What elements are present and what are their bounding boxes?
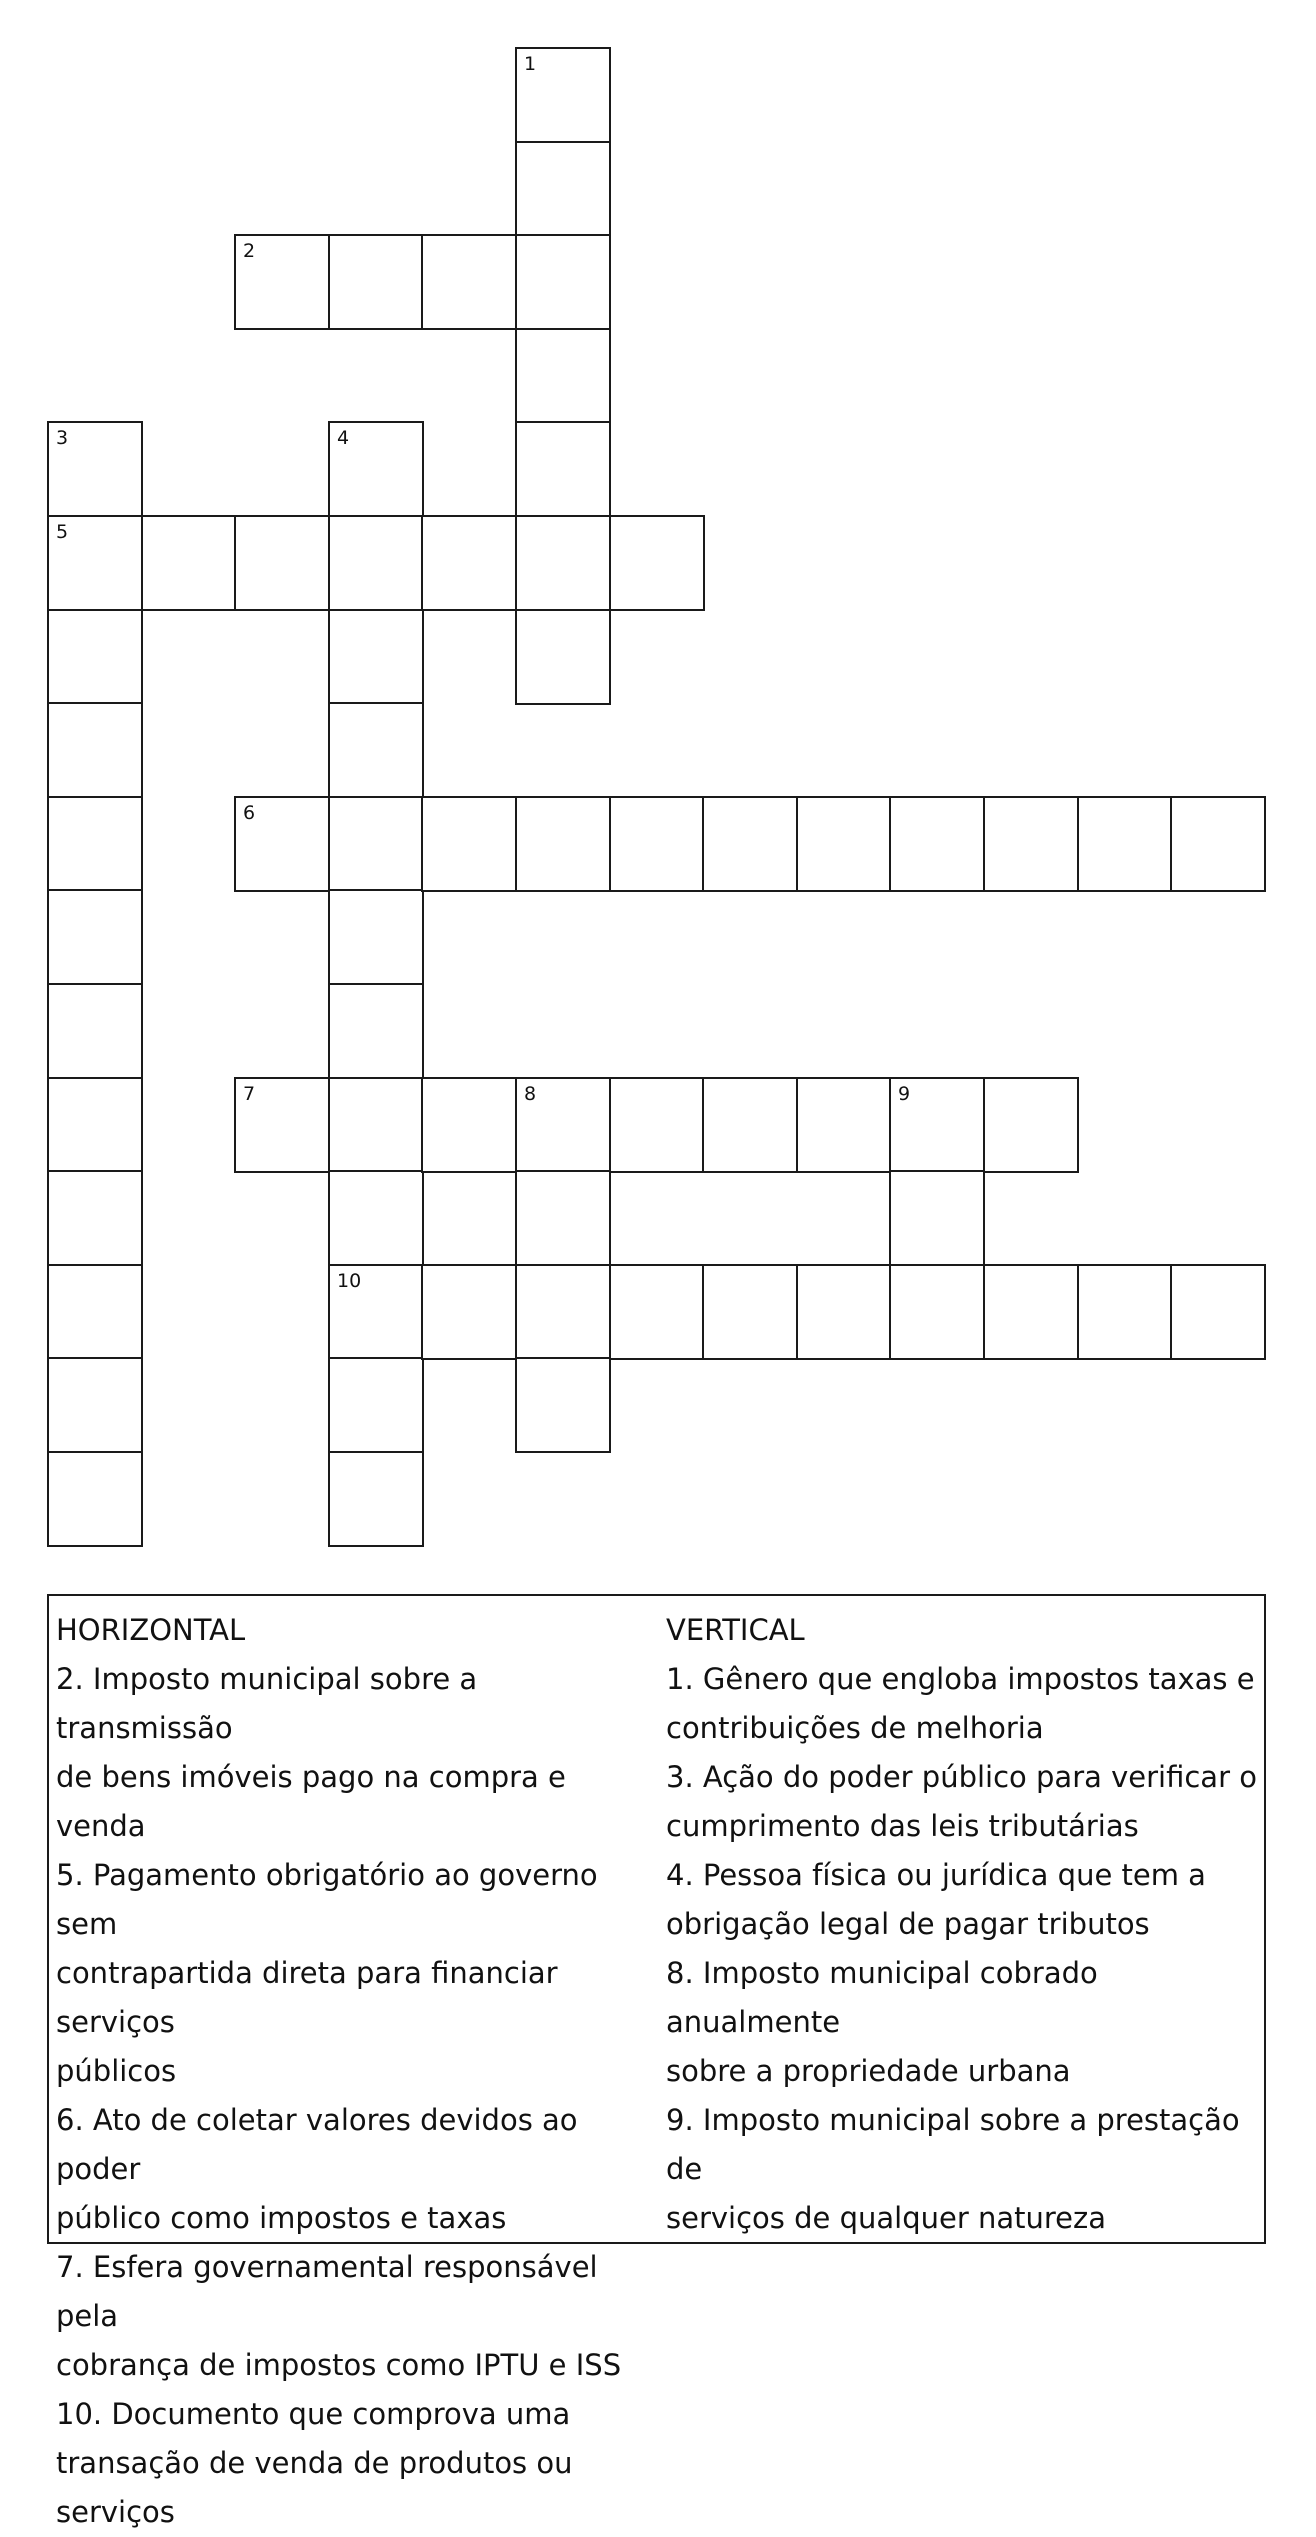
clue-v-8: 8. Imposto municipal cobrado anualmente sobre a propriedade urbana — [666, 1956, 1098, 2088]
grid-cell[interactable] — [47, 1451, 143, 1547]
grid-cell[interactable] — [328, 1451, 424, 1547]
grid-cell[interactable] — [889, 1170, 985, 1266]
grid-cell[interactable] — [421, 515, 517, 611]
grid-cell[interactable] — [328, 1264, 424, 1360]
clue-number: 9 — [898, 1083, 911, 1105]
grid-cell[interactable] — [234, 234, 330, 330]
clue-number: 8 — [524, 1083, 537, 1105]
grid-cell[interactable] — [234, 796, 330, 892]
clue-number: 6 — [243, 802, 256, 824]
clue-v-3: 3. Ação do poder público para verificar o cumprimento das leis tributárias — [666, 1760, 1257, 1843]
grid-cell[interactable] — [515, 1357, 611, 1453]
clue-v-4: 4. Pessoa física ou jurídica que tem a obrigação legal de pagar tributos — [666, 1858, 1206, 1941]
grid-cell[interactable] — [328, 702, 424, 798]
grid-cell[interactable] — [609, 515, 705, 611]
grid-cell[interactable] — [515, 47, 611, 143]
grid-cell[interactable] — [702, 796, 798, 892]
grid-cell[interactable] — [328, 421, 424, 517]
vertical-heading: VERTICAL — [666, 1613, 805, 1647]
grid-cell[interactable] — [889, 1077, 985, 1173]
grid-cell[interactable] — [515, 796, 611, 892]
grid-cell[interactable] — [47, 421, 143, 517]
grid-cell[interactable] — [234, 1077, 330, 1173]
grid-cell[interactable] — [47, 983, 143, 1079]
grid-cell[interactable] — [328, 889, 424, 985]
grid-cell[interactable] — [1170, 1264, 1266, 1360]
grid-cell[interactable] — [796, 1077, 892, 1173]
clue-v-9: 9. Imposto municipal sobre a prestação de serviços de qualquer natureza — [666, 2103, 1240, 2235]
grid-cell[interactable] — [421, 234, 517, 330]
grid-cell[interactable] — [515, 1077, 611, 1173]
grid-cell[interactable] — [1077, 1264, 1173, 1360]
grid-cell[interactable] — [47, 796, 143, 892]
grid-cell[interactable] — [515, 1264, 611, 1360]
grid-cell[interactable] — [609, 1077, 705, 1173]
grid-cell[interactable] — [796, 1264, 892, 1360]
grid-cell[interactable] — [515, 421, 611, 517]
clue-number: 7 — [243, 1083, 256, 1105]
grid-cell[interactable] — [515, 141, 611, 237]
horizontal-clues — [56, 1606, 656, 2537]
grid-cell[interactable] — [47, 515, 143, 611]
clue-h-2: 2. Imposto municipal sobre a transmissão de bens imóveis pago na compra e venda — [56, 1662, 566, 1843]
grid-cell[interactable] — [47, 702, 143, 798]
grid-cell[interactable] — [47, 1264, 143, 1360]
clue-h-6: 6. Ato de coletar valores devidos ao poder público como impostos e taxas — [56, 2103, 578, 2235]
grid-cell[interactable] — [1170, 796, 1266, 892]
grid-cell[interactable] — [889, 796, 985, 892]
grid-cell[interactable] — [702, 1264, 798, 1360]
clue-number: 2 — [243, 240, 256, 262]
clue-number: 5 — [56, 521, 69, 543]
grid-cell[interactable] — [983, 1077, 1079, 1173]
grid-cell[interactable] — [1077, 796, 1173, 892]
grid-cell[interactable] — [796, 796, 892, 892]
clue-number: 3 — [56, 427, 69, 449]
clue-number: 1 — [524, 53, 537, 75]
grid-cell[interactable] — [421, 1077, 517, 1173]
grid-cell[interactable] — [328, 234, 424, 330]
grid-cell[interactable] — [889, 1264, 985, 1360]
grid-cell[interactable] — [983, 796, 1079, 892]
grid-cell[interactable] — [47, 1170, 143, 1266]
grid-cell[interactable] — [47, 1077, 143, 1173]
grid-cell[interactable] — [421, 1264, 517, 1360]
vertical-clues — [666, 1606, 1261, 2243]
grid-cell[interactable] — [328, 609, 424, 705]
grid-cell[interactable] — [47, 609, 143, 705]
grid-cell[interactable] — [421, 796, 517, 892]
grid-cell[interactable] — [234, 515, 330, 611]
clue-number: 4 — [337, 427, 350, 449]
grid-cell[interactable] — [47, 889, 143, 985]
grid-cell[interactable] — [983, 1264, 1079, 1360]
grid-cell[interactable] — [328, 515, 424, 611]
clue-h-5: 5. Pagamento obrigatório ao governo sem contrapartida direta para financiar serviços públicos — [56, 1858, 598, 2088]
clues-box — [47, 1594, 1266, 2529]
clue-h-10: 10. Documento que comprova uma transação de venda de produtos ou serviços — [56, 2397, 573, 2529]
grid-cell[interactable] — [515, 1170, 611, 1266]
grid-cell[interactable] — [515, 609, 611, 705]
clue-v-1: 1. Gênero que engloba impostos taxas e contribuições de melhoria — [666, 1662, 1255, 1745]
grid-cell[interactable] — [328, 1170, 424, 1266]
grid-cell[interactable] — [328, 1357, 424, 1453]
grid-cell[interactable] — [609, 796, 705, 892]
grid-cell[interactable] — [515, 234, 611, 330]
horizontal-heading: HORIZONTAL — [56, 1613, 246, 1647]
grid-cell[interactable] — [609, 1264, 705, 1360]
grid-cell[interactable] — [515, 328, 611, 424]
grid-cell[interactable] — [47, 1357, 143, 1453]
clue-h-7: 7. Esfera governamental responsável pela cobrança de impostos como IPTU e ISS — [56, 2250, 622, 2382]
clue-number: 10 — [337, 1270, 362, 1292]
grid-cell[interactable] — [141, 515, 237, 611]
grid-cell[interactable] — [702, 1077, 798, 1173]
grid-cell[interactable] — [515, 515, 611, 611]
grid-cell[interactable] — [328, 1077, 424, 1173]
grid-cell[interactable] — [328, 796, 424, 892]
grid-cell[interactable] — [328, 983, 424, 1079]
